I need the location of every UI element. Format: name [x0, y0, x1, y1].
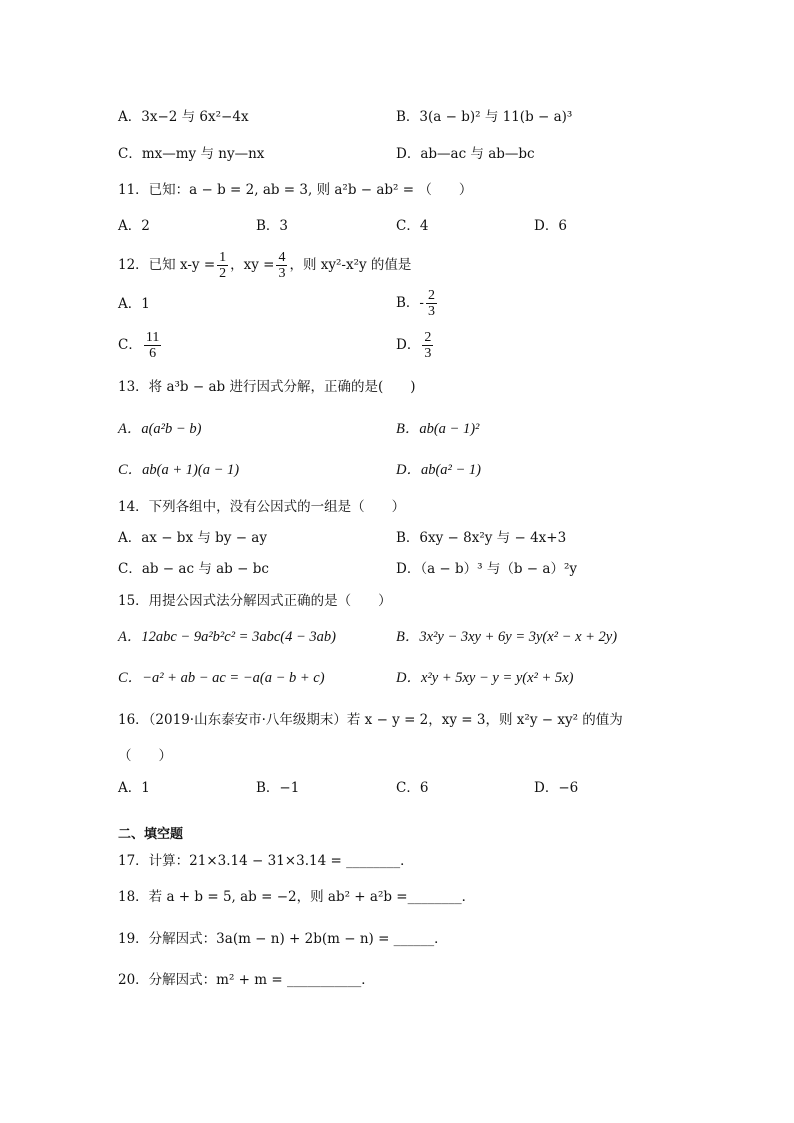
q12-stem — [118, 248, 411, 282]
q12-option-c-fraction — [144, 330, 161, 361]
q12-option-d-numerator: 2 — [424, 330, 432, 345]
q13-option-d: D．ab(a² − 1) — [396, 462, 482, 478]
q13-option-c: C．ab(a + 1)(a − 1) — [118, 462, 240, 478]
q12-option-c — [118, 328, 163, 362]
q11-option-a: A．2 — [118, 218, 150, 234]
q13-option-a: A．a(a²b − b) — [118, 421, 202, 437]
q15-option-a: A．12abc − 9a²b²c² = 3abc(4 − 3ab) — [118, 629, 336, 645]
q16-option-c: C．6 — [396, 780, 429, 796]
q12-stem-post: ，则 xy²-x²y 的值是 — [289, 257, 412, 273]
q13-stem: 13．将 a³b − ab 进行因式分解，正确的是( ) — [118, 379, 416, 395]
q12-option-d-fraction — [422, 330, 433, 361]
q11-stem: 11．已知：a − b = 2, ab = 3, 则 a²b − ab² = （ ） — [118, 182, 473, 198]
q16-option-b: B．−1 — [256, 780, 300, 796]
q12-option-a: A．1 — [118, 296, 150, 312]
q16-stem: 16．（2019·山东泰安市·八年级期末）若 x − y = 2，xy = 3，则 x²y − xy² 的值为 — [118, 712, 623, 728]
q12-frac1-numerator: 1 — [219, 250, 227, 265]
q12-option-d-denominator: 3 — [424, 346, 432, 361]
q11-option-c: C．4 — [396, 218, 429, 234]
q17-stem: 17．计算：21×3.14 − 31×3.14 = ________． — [118, 853, 414, 869]
q12-frac1-denominator: 2 — [219, 266, 227, 281]
q10-option-d: D．ab—ac 与 ab—bc — [396, 146, 535, 162]
q12-option-c-numerator: 11 — [145, 330, 160, 345]
q16-option-a: A．1 — [118, 780, 150, 796]
q14-option-b: B．6xy − 8x²y 与 − 4x+3 — [396, 530, 567, 546]
q13-option-b: B．ab(a − 1)² — [396, 421, 480, 437]
q12-option-b — [396, 286, 439, 320]
q12-frac2-numerator: 4 — [278, 250, 286, 265]
q12-option-d — [396, 328, 435, 362]
q12-option-d-prefix: D． — [396, 337, 421, 353]
q12-fraction-1 — [217, 250, 228, 281]
q10-option-c: C．mx—my 与 ny—nx — [118, 146, 265, 162]
q12-option-b-denominator: 3 — [427, 304, 435, 319]
q15-option-c: C．−a² + ab − ac = −a(a − b + c) — [118, 670, 325, 686]
q12-fraction-2 — [276, 250, 287, 281]
q14-option-d: D．（a − b）³ 与（b − a）²y — [396, 561, 577, 577]
q12-option-b-prefix: B．- — [396, 295, 424, 311]
q14-option-a: A．ax − bx 与 by − ay — [118, 530, 267, 546]
q15-option-b: B．3x²y − 3xy + 6y = 3y(x² − x + 2y) — [396, 629, 618, 645]
q16-option-d: D．−6 — [534, 780, 579, 796]
q12-stem-pre: 12．已知 x-y = — [118, 257, 216, 273]
q15-stem: 15．用提公因式法分解因式正确的是（ ） — [118, 593, 392, 609]
q19-stem: 19．分解因式：3a(m − n) + 2b(m − n) = ______． — [118, 931, 448, 947]
q15-option-d: D．x²y + 5xy − y = y(x² + 5x) — [396, 670, 574, 686]
section-heading-fill-in: 二、填空题 — [118, 827, 184, 842]
q18-stem: 18．若 a + b = 5, ab = −2，则 ab² + a²b =________． — [118, 889, 476, 905]
q12-option-b-fraction — [426, 288, 437, 319]
q11-option-b: B．3 — [256, 218, 289, 234]
q10-option-b: B．3(a − b)² 与 11(b − a)³ — [396, 109, 573, 125]
q16-stem-continuation: （ ） — [118, 748, 172, 764]
q12-option-c-prefix: C． — [118, 337, 142, 353]
q10-option-a: A．3x−2 与 6x²−4x — [118, 109, 249, 125]
q12-stem-mid: ，xy = — [230, 257, 275, 273]
q20-stem: 20．分解因式：m² + m = ___________． — [118, 972, 375, 988]
q14-option-c: C．ab − ac 与 ab − bc — [118, 561, 269, 577]
q11-option-d: D．6 — [534, 218, 567, 234]
q12-option-b-numerator: 2 — [427, 288, 435, 303]
q12-frac2-denominator: 3 — [278, 266, 286, 281]
q14-stem: 14．下列各组中，没有公因式的一组是（ ） — [118, 499, 406, 515]
q12-option-c-denominator: 6 — [149, 346, 157, 361]
